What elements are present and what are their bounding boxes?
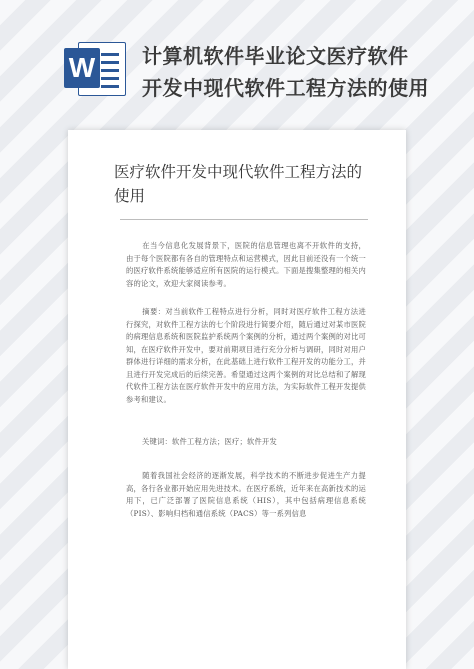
keywords-text: 关键词：软件工程方法；医疗；软件开发 bbox=[142, 437, 277, 446]
document-title bbox=[114, 160, 374, 208]
word-document-icon bbox=[64, 36, 126, 98]
intro-text: 在当今信息化发展背景下，医院的信息管理也离不开软件的支持，由于每个医院都有各自的管理特点和运营模式，因此目前还没有一个统一的医疗软件系统能够适应所有医院的运行模式。下面是搜集整理的相关内容的论文，欢迎大家阅读参考。 bbox=[126, 241, 366, 288]
keywords-paragraph bbox=[126, 436, 366, 449]
intro-paragraph bbox=[126, 240, 366, 290]
body-text: 随着我国社会经济的逐渐发展，科学技术的不断进步促进生产力提高，各行各业都开始应用先进技术。在医疗系统，近年来在高新技术的运用下，已广泛部署了医院信息系统（HIS），其中包括病理信息系统（PIS）、影响归档和通信系统（PACS）等一系列信息 bbox=[126, 471, 366, 518]
word-icon-badge: W bbox=[64, 48, 100, 88]
abstract-text: 摘要：对当前软件工程特点进行分析，同时对医疗软件工程方法进行探究，对软件工程方法的七个阶段进行简要介绍，随后通过对某市医院的病理信息系统和医院监护系统两个案例的分析，通过两个案例的对比可知，在医疗软件开发中，要对前期项目进行充分分析与调研，同时对用户群体进行详细的需求分析，在此基础上进行软件工程开发的功能分工，并且进行开发完成后的后续完善。希望通过这两个案例的对比总结和了解现代软件工程方法在医疗软件开发中的应用方法，为实际软件工程开发提供参考和建议。 bbox=[126, 307, 366, 404]
title-divider bbox=[120, 219, 368, 220]
header bbox=[0, 0, 474, 115]
abstract-paragraph bbox=[126, 306, 366, 406]
header-title-line2: 开发中现代软件工程方法的使用 bbox=[142, 76, 429, 100]
document-page bbox=[68, 130, 406, 669]
document-title-line2: 使用 bbox=[114, 187, 146, 205]
body-paragraph bbox=[126, 470, 366, 520]
header-title-line1: 计算机软件毕业论文医疗软件 bbox=[142, 44, 409, 68]
document-title-line1: 医疗软件开发中现代软件工程方法的 bbox=[114, 163, 363, 181]
